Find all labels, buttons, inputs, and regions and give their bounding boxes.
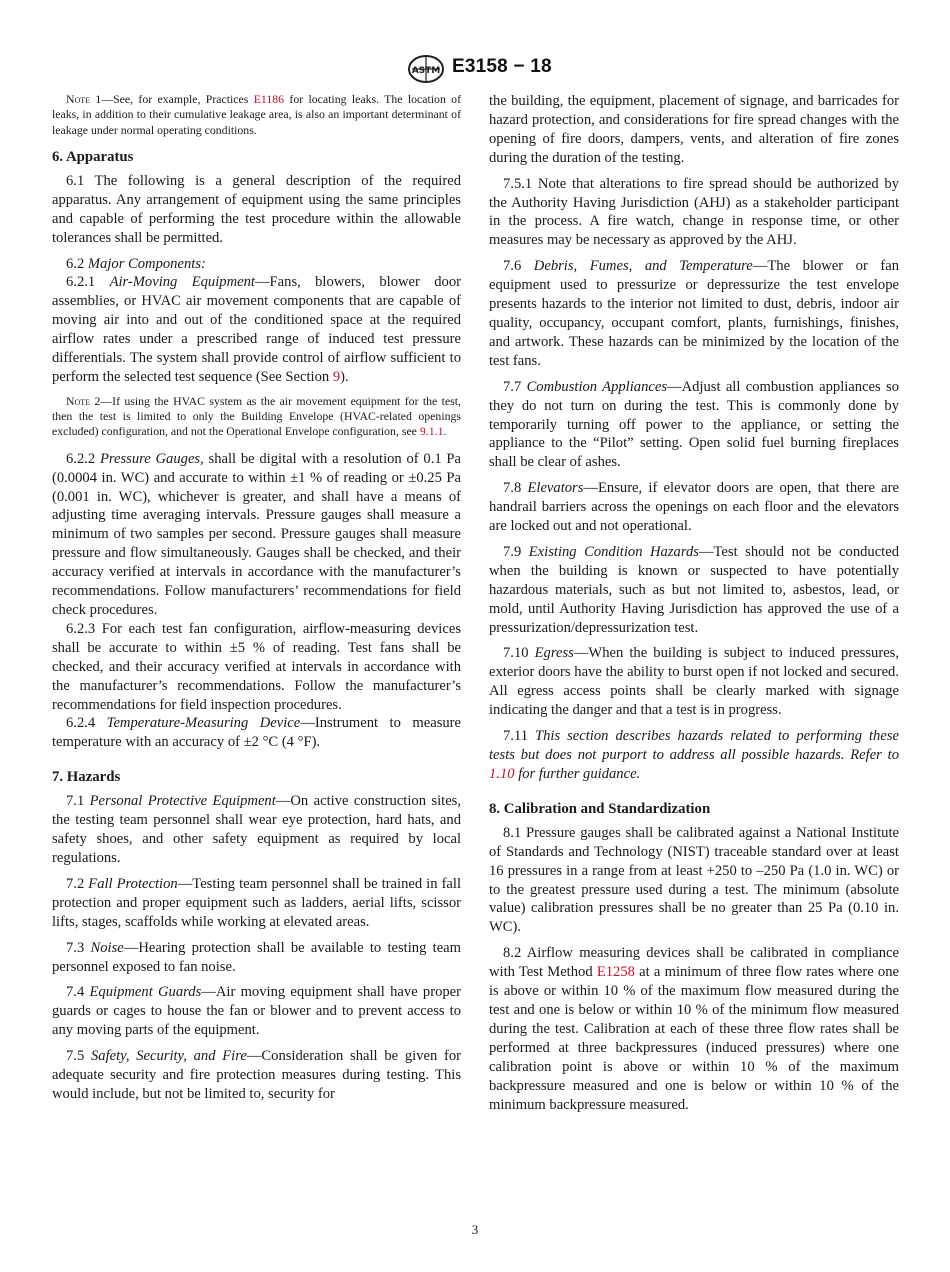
section-6-heading: 6. Apparatus: [52, 148, 134, 165]
svg-text:ASTM: ASTM: [411, 66, 441, 76]
section-8-heading: 8. Calibration and Standardization: [489, 800, 711, 817]
link-1-10[interactable]: 1.10: [489, 765, 515, 782]
left-column: [52, 92, 461, 1104]
para-7-5-1: 7.5.1 Note that alterations to fire spread should be authorized by the Authority Having Jurisdiction (AHJ) as a stakeholder participant in the process. A fire watch, change in response time, or other measures may be necessary as approved by the AHJ.: [489, 175, 899, 249]
para-6-1: 6.1 The following is a general description of the required apparatus. Any arrangement of equipment using the same principles and capable of performing the test procedure within the allowable tolerances shall be permitted.: [52, 172, 461, 246]
astm-logo-icon: [406, 54, 446, 84]
para-7-5-continued: the building, the equipment, placement of signage, and barricades for hazard protection, and considerations for fire spread changes with the opening of fire doors, dampers, vents, and alteration of fire zones during the duration of the testing.: [489, 93, 899, 166]
para-6-2-3: 6.2.3 For each test fan configuration, airflow-measuring devices shall be accurate to within ±5 % of reading. Test fans shall be checked, and their accuracy verified at intervals in accordance with the manufacturer’s recommendations. Follow the manufacturer’s recommendations for field inspection procedures.: [52, 620, 461, 713]
para-8-2: 8.2 Airflow measuring devices shall be calibrated in compliance with Test Method E1258 at a minimum of three flow rates where one is above or within 10 % of the maximum flow measured during the test and one is below or within 10 % of the minimum flow measured during the test. Calibration at each of these three flow rates shall be performed at three backpressures (induced pressures) where one calibration point is above or within 10 % of the maximum backpressure measured and one is below or within 10 % of the minimum backpressure measured.: [489, 945, 899, 1113]
para-6-2: 6.2 Major Components:: [66, 255, 206, 272]
document-designation: E3158 − 18: [452, 56, 552, 77]
link-e1186[interactable]: E1186: [253, 92, 285, 106]
para-7-1: 7.1 Personal Protective Equipment—On active construction sites, the testing team personnel shall wear eye protection, hard hats, and safety shoes, and other safety equipment as required by local regulations.: [52, 793, 461, 866]
para-8-1: 8.1 Pressure gauges shall be calibrated against a National Institute of Standards and Technology (NIST) traceable standard over at least 16 pressures in a range from at least +250 to –250 Pa (1.0 in. WC) or to the greatest pressure used during a test. The minimum (absolute value) calibration pressures shall be no greater than 25 Pa (0.10 in. WC).: [489, 824, 899, 936]
para-7-6: 7.6 Debris, Fumes, and Temperature—The blower or fan equipment used to pressurize or depressurize the test envelope presents hazards to the interior not limited to dust, debris, indoor air quality, occupancy, occupant comfort, plants, furnishings, finishes, and artwork. These hazards can be minimized by the location of the test fans.: [489, 258, 900, 369]
para-6-2-1: 6.2.1 Air-Moving Equipment—Fans, blowers, blower door assemblies, or HVAC air movement components that are capable of moving air into and out of the conditioned space at the required airflow rates under a prescribed range of induced test pressure differentials. The system shall provide control of airflow sufficient to perform the selected test sequence (See Section 9).: [52, 274, 461, 385]
para-7-2: 7.2 Fall Protection—Testing team personnel shall be trained in fall protection and proper equipment such as ladders, aerial lifts, scissor lifts, stages, scaffolds while working at elevated areas.: [52, 875, 462, 930]
page-number: 3: [471, 1222, 479, 1237]
link-e1258[interactable]: E1258: [596, 964, 635, 981]
link-9-1-1[interactable]: 9.1.1: [419, 424, 444, 439]
para-7-10: 7.10 Egress—When the building is subject to induced pressures, exterior doors have the ability to burst open if not locked and secured. All egress access points shall be clearly marked with signage indicating the danger and that a test is in progress.: [489, 645, 900, 719]
page-header: [0, 54, 950, 86]
note-1: Note 1—See, for example, Practices E1186 for locating leaks. The location of leaks, in addition to their cumulative leakage area, is also an important determinant of leakage under normal operating conditions.: [52, 92, 462, 137]
right-column: [489, 92, 899, 1121]
para-7-9: 7.9 Existing Condition Hazards—Test should not be conducted when the building is known or suspected to have potentially hazardous materials, such as but not limited to, asbestos, lead, or mold, until Authority Having Jurisdiction has approved the use of a pressurization/depressurization test.: [489, 543, 900, 636]
para-7-5: 7.5 Safety, Security, and Fire—Consideration shall be given for adequate security and fire protection measures during testing. This would include, but not be limited to, security for: [52, 1048, 462, 1102]
para-7-4: 7.4 Equipment Guards—Air moving equipment shall have proper guards or cages to house the fan or blower and to prevent access to any moving parts of the equipment.: [52, 984, 462, 1039]
para-6-2-4: 6.2.4 Temperature-Measuring Device—Instrument to measure temperature with an accuracy of ±2 °C (4 °F).: [52, 715, 462, 751]
section-7-heading: 7. Hazards: [52, 769, 121, 786]
note-2: Note 2—If using the HVAC system as the air movement equipment for the test, then the test is limited to only the Building Envelope (HVAC-related openings excluded) configuration, and not the Operational Envelope configuration, see 9.1.1.: [52, 393, 462, 439]
para-7-8: 7.8 Elevators—Ensure, if elevator doors are open, that there are handrail barriers across the openings on each floor and the elevators are locked out and not operational.: [489, 480, 899, 535]
para-7-3: 7.3 Noise—Hearing protection shall be available to testing team personnel exposed to fan noise.: [52, 939, 462, 975]
para-7-7: 7.7 Combustion Appliances—Adjust all combustion appliances so they do not turn on during the test. This is commonly done by temporarily turning off power to the appliance, or setting the appliance to the “Pilot” setting. Open solid fuel burning fireplaces shall be clear of ashes.: [489, 378, 899, 471]
link-section-9[interactable]: 9: [332, 368, 341, 385]
para-7-11: 7.11 This section describes hazards related to performing these tests but does not purport to address all possible hazards. Refer to 1.10 for further guidance.: [489, 728, 899, 782]
para-6-2-2: 6.2.2 Pressure Gauges, shall be digital with a resolution of 0.1 Pa (0.0004 in. WC) and accurate to within ±1 % of reading or ±0.25 Pa (0.001 in. WC), whichever is greater, and shall have a means of adjusting time averaging intervals. Pressure gauges shall measure a minimum of two samples per second. Pressure gauges shall measure pressure and flow simultaneously. Gauges shall be checked, and their accuracy verified at intervals in accordance with the manufacturer’s recommendations. Follow manufacturers’ recommendations for field check procedures.: [52, 450, 461, 618]
